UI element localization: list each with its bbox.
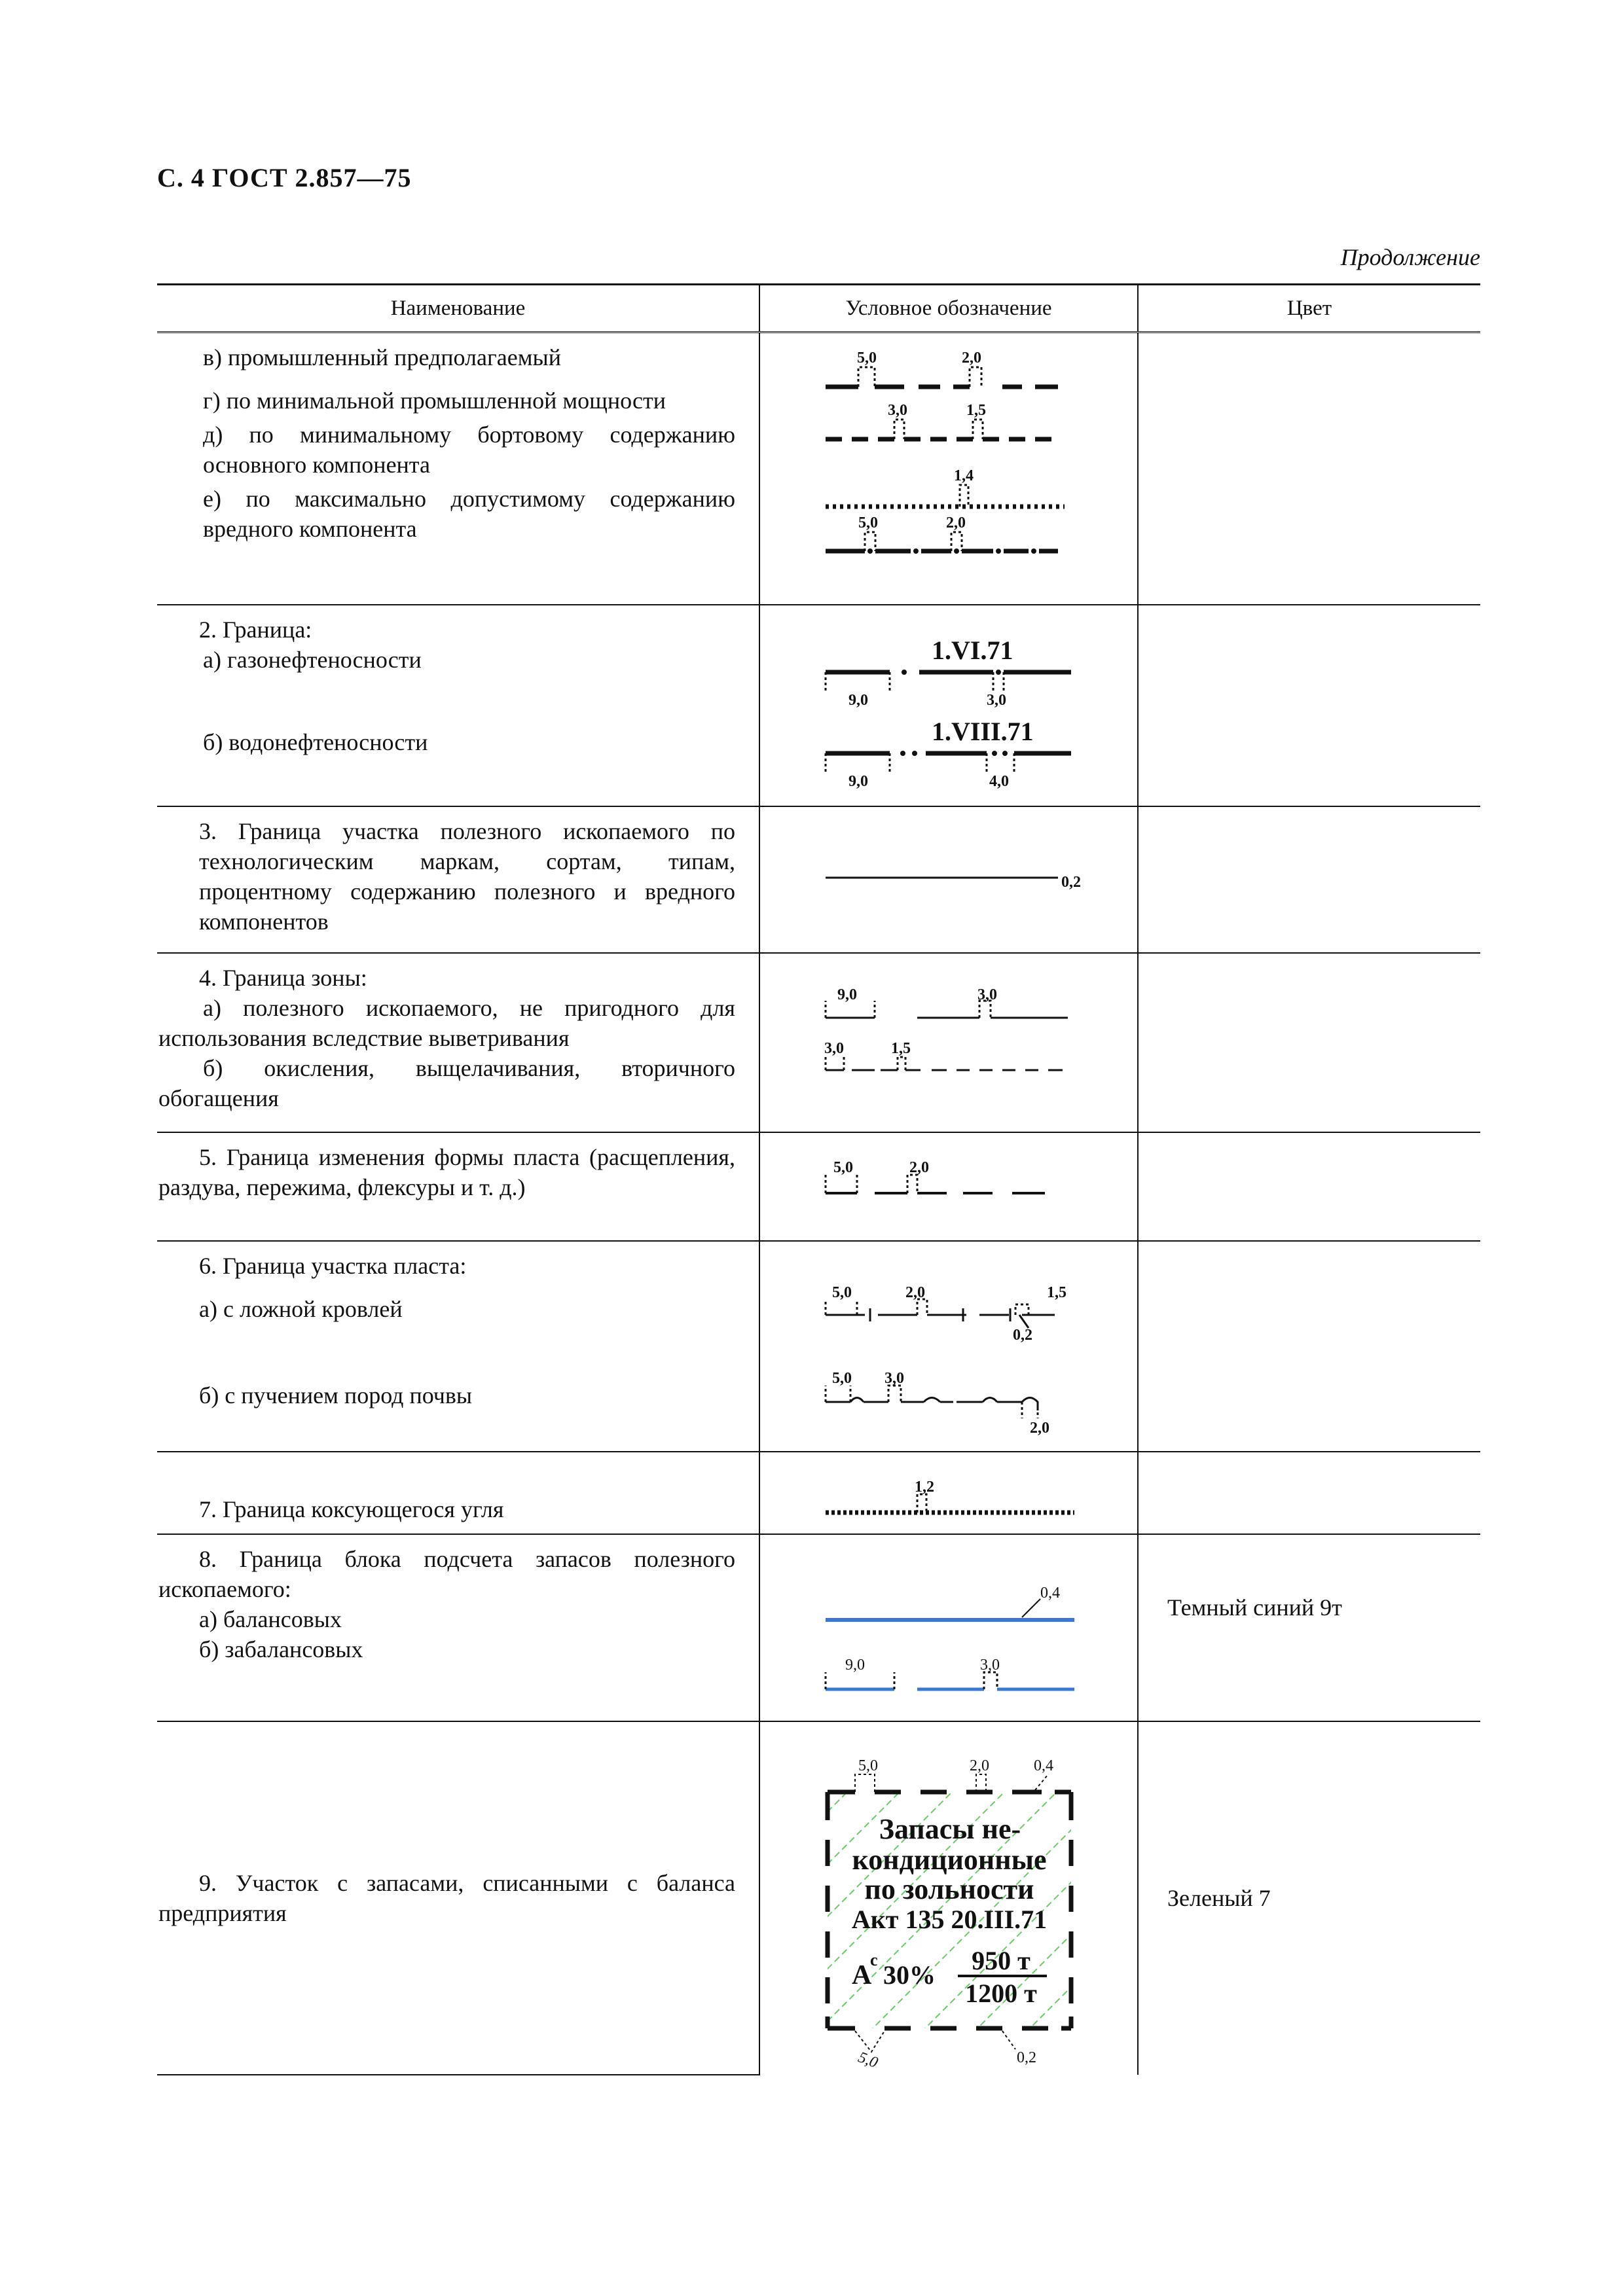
- dim-label: 3,0: [987, 691, 1006, 709]
- row4-symbol-svg: [760, 954, 1139, 1130]
- fraction-denominator: 1200 т: [965, 1978, 1037, 2008]
- row4-symbols: [759, 953, 1138, 1132]
- row8-item-b: б) забалансовых: [199, 1636, 363, 1662]
- fraction-numerator: 950 т: [972, 1945, 1030, 1975]
- row6-symbol-svg: [760, 1242, 1139, 1450]
- dim-label: 1,5: [966, 402, 986, 419]
- row2-symbol-svg: [760, 605, 1139, 802]
- table-row: [157, 806, 1480, 953]
- dim-label: 5,0: [856, 2048, 881, 2072]
- row4-item-a: а) полезного ископаемого, не пригодного для использования вследствие выветривания: [158, 994, 735, 1051]
- dim-label: 5,0: [833, 1158, 853, 1176]
- row4-color: [1138, 953, 1480, 1132]
- row1-symbol-svg: [760, 333, 1139, 601]
- dim-label: 0,2: [1013, 1326, 1032, 1344]
- ash-symbol: А: [852, 1960, 872, 1990]
- dim-label: 2,0: [970, 1757, 989, 1774]
- row6-title: 6. Граница участка пласта:: [199, 1252, 467, 1279]
- row6-color: [1138, 1241, 1480, 1452]
- box-line-1: Запасы не-: [879, 1812, 1021, 1845]
- dim-label: 5,0: [858, 1757, 878, 1774]
- row8-item-a: а) балансовых: [199, 1605, 342, 1632]
- dim-label: 2,0: [962, 350, 981, 367]
- date-label: 1.VI.71: [932, 635, 1013, 665]
- row3-symbols: [759, 806, 1138, 953]
- row3-text: 3. Граница участка полезного ископаемого по технологическим маркам, сортам, типам, процентному содержанию полезного и вредного компонентов: [199, 817, 735, 935]
- row4-title: 4. Граница зоны:: [199, 964, 367, 991]
- dim-label: 1,5: [891, 1039, 911, 1057]
- row2-item-a: а) газонефтеносности: [203, 646, 422, 673]
- table-row: [157, 332, 1480, 605]
- dim-label: 0,2: [1061, 873, 1081, 891]
- row9-name: [157, 1721, 759, 2075]
- dim-label: 2,0: [905, 1283, 925, 1301]
- row1-item-g: г) по минимальной промышленной мощности: [203, 387, 666, 414]
- table-row: [157, 1452, 1480, 1534]
- box-line-2: кондиционные: [852, 1843, 1047, 1876]
- row8-title: 8. Граница блока подсчета запасов полезного ископаемого:: [158, 1545, 735, 1602]
- row8-symbols: [759, 1534, 1138, 1721]
- row8-symbol-svg: [760, 1535, 1139, 1718]
- row1-item-d: д) по минимальному бортовому содержанию основного компонента: [203, 422, 735, 478]
- row6-item-a: а) с ложной кровлей: [199, 1295, 403, 1322]
- dim-label: 0,4: [1040, 1584, 1060, 1602]
- ash-percent: 30%: [883, 1960, 936, 1990]
- row8-name: [157, 1534, 759, 1721]
- dim-label: 5,0: [857, 350, 877, 367]
- row6-item-b: б) с пучением пород почвы: [199, 1382, 473, 1408]
- row1-color: [1138, 332, 1480, 605]
- dim-label: 1,4: [954, 467, 974, 484]
- table-row: [157, 953, 1480, 1132]
- dim-label: 9,0: [848, 691, 868, 709]
- dim-label: 5,0: [858, 514, 878, 531]
- dim-label: 9,0: [845, 1656, 865, 1674]
- dim-label: 9,0: [848, 772, 868, 790]
- row5-color: [1138, 1132, 1480, 1241]
- row6-name: [157, 1241, 759, 1452]
- column-header-symbol: Условное обозначение: [759, 285, 1138, 332]
- row7-name: [157, 1452, 759, 1534]
- row3-name: [157, 806, 759, 953]
- column-header-color: Цвет: [1138, 285, 1480, 332]
- row3-color: [1138, 806, 1480, 953]
- box-line-3: по зольности: [864, 1873, 1034, 1905]
- dim-label: 9,0: [837, 986, 857, 1003]
- dim-label: 0,2: [1017, 2049, 1036, 2066]
- row4-item-b: б) окисления, выщелачивания, вторичного обогащения: [158, 1054, 735, 1111]
- row7-symbols: [759, 1452, 1138, 1534]
- row1-symbols: [759, 332, 1138, 605]
- row9-color: Зеленый 7: [1138, 1721, 1480, 2075]
- table-row: [157, 605, 1480, 806]
- row9-text: 9. Участок с запасами, списанными с баланса предприятия: [158, 1869, 735, 1926]
- row9-symbols: [759, 1721, 1138, 2075]
- row5-text: 5. Граница изменения формы пласта (расщепления, раздува, пережима, флексуры и т. д.): [158, 1143, 735, 1200]
- dim-label: 3,0: [824, 1039, 844, 1057]
- row1-item-e: е) по максимально допустимому содержанию вредного компонента: [203, 486, 735, 542]
- table-row: [157, 1132, 1480, 1241]
- dim-label: 3,0: [888, 402, 907, 419]
- row5-symbols: [759, 1132, 1138, 1241]
- dim-label: 5,0: [832, 1369, 852, 1387]
- row5-name: [157, 1132, 759, 1241]
- table-header-row: [157, 285, 1480, 332]
- row8-color: Темный синий 9т: [1138, 1534, 1480, 1721]
- row5-symbol-svg: [760, 1133, 1139, 1238]
- row2-color: [1138, 605, 1480, 806]
- row2-symbols: [759, 605, 1138, 806]
- dim-label: 5,0: [832, 1283, 852, 1301]
- dim-label: 4,0: [989, 772, 1009, 790]
- row3-symbol-svg: [760, 807, 1139, 951]
- dim-label: 3,0: [980, 1656, 1000, 1674]
- dim-label: 2,0: [946, 514, 966, 531]
- table-row: [157, 1241, 1480, 1452]
- row7-text: 7. Граница коксующегося угля: [199, 1496, 504, 1522]
- dim-label: 0,4: [1034, 1757, 1053, 1774]
- box-line-4: Акт 135 20.III.71: [851, 1904, 1048, 1934]
- continuation-label: Продолжение: [1340, 244, 1480, 270]
- row2-item-b: б) водонефтеносности: [203, 728, 428, 755]
- dim-label: 3,0: [884, 1369, 904, 1387]
- dim-label: 1,5: [1047, 1283, 1067, 1301]
- row1-item-v: в) промышленный предполагаемый: [203, 344, 561, 370]
- row2-title: 2. Граница:: [199, 616, 312, 643]
- row9-symbol-svg: [760, 1722, 1139, 2073]
- row7-color: [1138, 1452, 1480, 1534]
- row2-name: [157, 605, 759, 806]
- row7-symbol-svg: [760, 1452, 1139, 1531]
- legend-table: [157, 283, 1480, 2075]
- page-header: С. 4 ГОСТ 2.857—75: [157, 163, 412, 192]
- ash-superscript: с: [870, 1950, 878, 1969]
- dim-label: 3,0: [977, 986, 997, 1003]
- dim-label: 2,0: [909, 1158, 929, 1176]
- table-row: [157, 1534, 1480, 1721]
- row4-name: [157, 953, 759, 1132]
- dim-label: 1,2: [915, 1478, 934, 1496]
- row1-name: [157, 332, 759, 605]
- row6-symbols: [759, 1241, 1138, 1452]
- table-row: [157, 1721, 1480, 2075]
- dim-label: 2,0: [1030, 1419, 1049, 1437]
- column-header-name: Наименование: [157, 285, 759, 332]
- date-label: 1.VIII.71: [932, 716, 1034, 746]
